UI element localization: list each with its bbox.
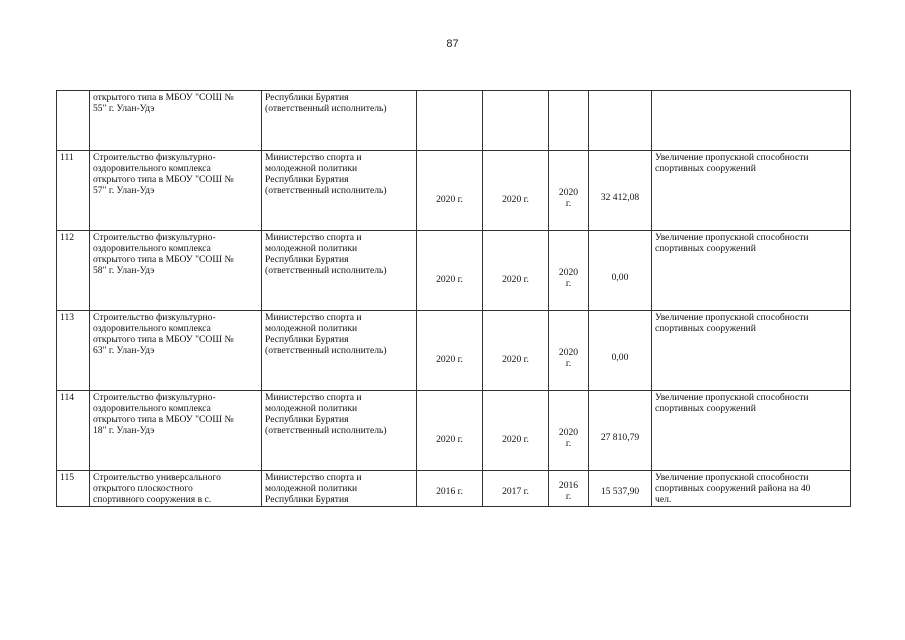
end-date-cell — [483, 91, 549, 151]
object-name-cell: Строительство физкультурно- оздоровительного комплекса открытого типа в МБОУ "СОШ № 18" г. Улан-Удэ — [90, 391, 262, 471]
row-number-cell: 111 — [57, 151, 90, 231]
end-date-cell: 2020 г. — [483, 151, 549, 231]
row-number-cell — [57, 91, 90, 151]
row-number-cell: 115 — [57, 471, 90, 507]
amount-cell — [589, 91, 652, 151]
start-date-cell: 2020 г. — [417, 151, 483, 231]
row-number-cell: 112 — [57, 231, 90, 311]
result-cell: Увеличение пропускной способности спортивных сооружений района на 40 чел. — [652, 471, 851, 507]
year-cell: 2020 г. — [549, 151, 589, 231]
executor-cell: Министерство спорта и молодежной политики Республики Бурятия (ответственный исполнитель) — [262, 391, 417, 471]
year-cell: 2016 г. — [549, 471, 589, 507]
table-row — [57, 391, 851, 471]
end-date-cell: 2020 г. — [483, 311, 549, 391]
table-row — [57, 231, 851, 311]
year-cell — [549, 91, 589, 151]
start-date-cell: 2016 г. — [417, 471, 483, 507]
end-date-cell: 2020 г. — [483, 231, 549, 311]
start-date-cell: 2020 г. — [417, 311, 483, 391]
start-date-cell: 2020 г. — [417, 231, 483, 311]
executor-cell: Министерство спорта и молодежной политики Республики Бурятия (ответственный исполнитель) — [262, 311, 417, 391]
amount-cell: 0,00 — [589, 311, 652, 391]
amount-cell: 0,00 — [589, 231, 652, 311]
object-name-cell: Строительство физкультурно- оздоровительного комплекса открытого типа в МБОУ "СОШ № 58" г. Улан-Удэ — [90, 231, 262, 311]
table-row — [57, 151, 851, 231]
row-number-cell: 114 — [57, 391, 90, 471]
executor-cell: Министерство спорта и молодежной политики Республики Бурятия — [262, 471, 417, 507]
executor-cell: Республики Бурятия (ответственный исполнитель) — [262, 91, 417, 151]
result-cell: Увеличение пропускной способности спортивных сооружений — [652, 151, 851, 231]
row-number-cell: 113 — [57, 311, 90, 391]
end-date-cell: 2017 г. — [483, 471, 549, 507]
table-row — [57, 311, 851, 391]
object-name-cell: открытого типа в МБОУ "СОШ № 55" г. Улан-Удэ — [90, 91, 262, 151]
executor-cell: Министерство спорта и молодежной политики Республики Бурятия (ответственный исполнитель) — [262, 231, 417, 311]
result-cell: Увеличение пропускной способности спортивных сооружений — [652, 231, 851, 311]
end-date-cell: 2020 г. — [483, 391, 549, 471]
object-name-cell: Строительство физкультурно- оздоровительного комплекса открытого типа в МБОУ "СОШ № 63" г. Улан-Удэ — [90, 311, 262, 391]
year-cell: 2020 г. — [549, 311, 589, 391]
program-table — [56, 90, 851, 507]
year-cell: 2020 г. — [549, 391, 589, 471]
object-name-cell: Строительство физкультурно- оздоровительного комплекса открытого типа в МБОУ "СОШ № 57" г. Улан-Удэ — [90, 151, 262, 231]
start-date-cell: 2020 г. — [417, 391, 483, 471]
amount-cell: 15 537,90 — [589, 471, 652, 507]
table-row — [57, 471, 851, 507]
amount-cell: 27 810,79 — [589, 391, 652, 471]
table-row — [57, 91, 851, 151]
year-cell: 2020 г. — [549, 231, 589, 311]
amount-cell: 32 412,08 — [589, 151, 652, 231]
start-date-cell — [417, 91, 483, 151]
result-cell — [652, 91, 851, 151]
result-cell: Увеличение пропускной способности спортивных сооружений — [652, 311, 851, 391]
object-name-cell: Строительство универсального открытого плоскостного спортивного сооружения в с. — [90, 471, 262, 507]
executor-cell: Министерство спорта и молодежной политики Республики Бурятия (ответственный исполнитель) — [262, 151, 417, 231]
page-number: 87 — [446, 38, 459, 50]
result-cell: Увеличение пропускной способности спортивных сооружений — [652, 391, 851, 471]
